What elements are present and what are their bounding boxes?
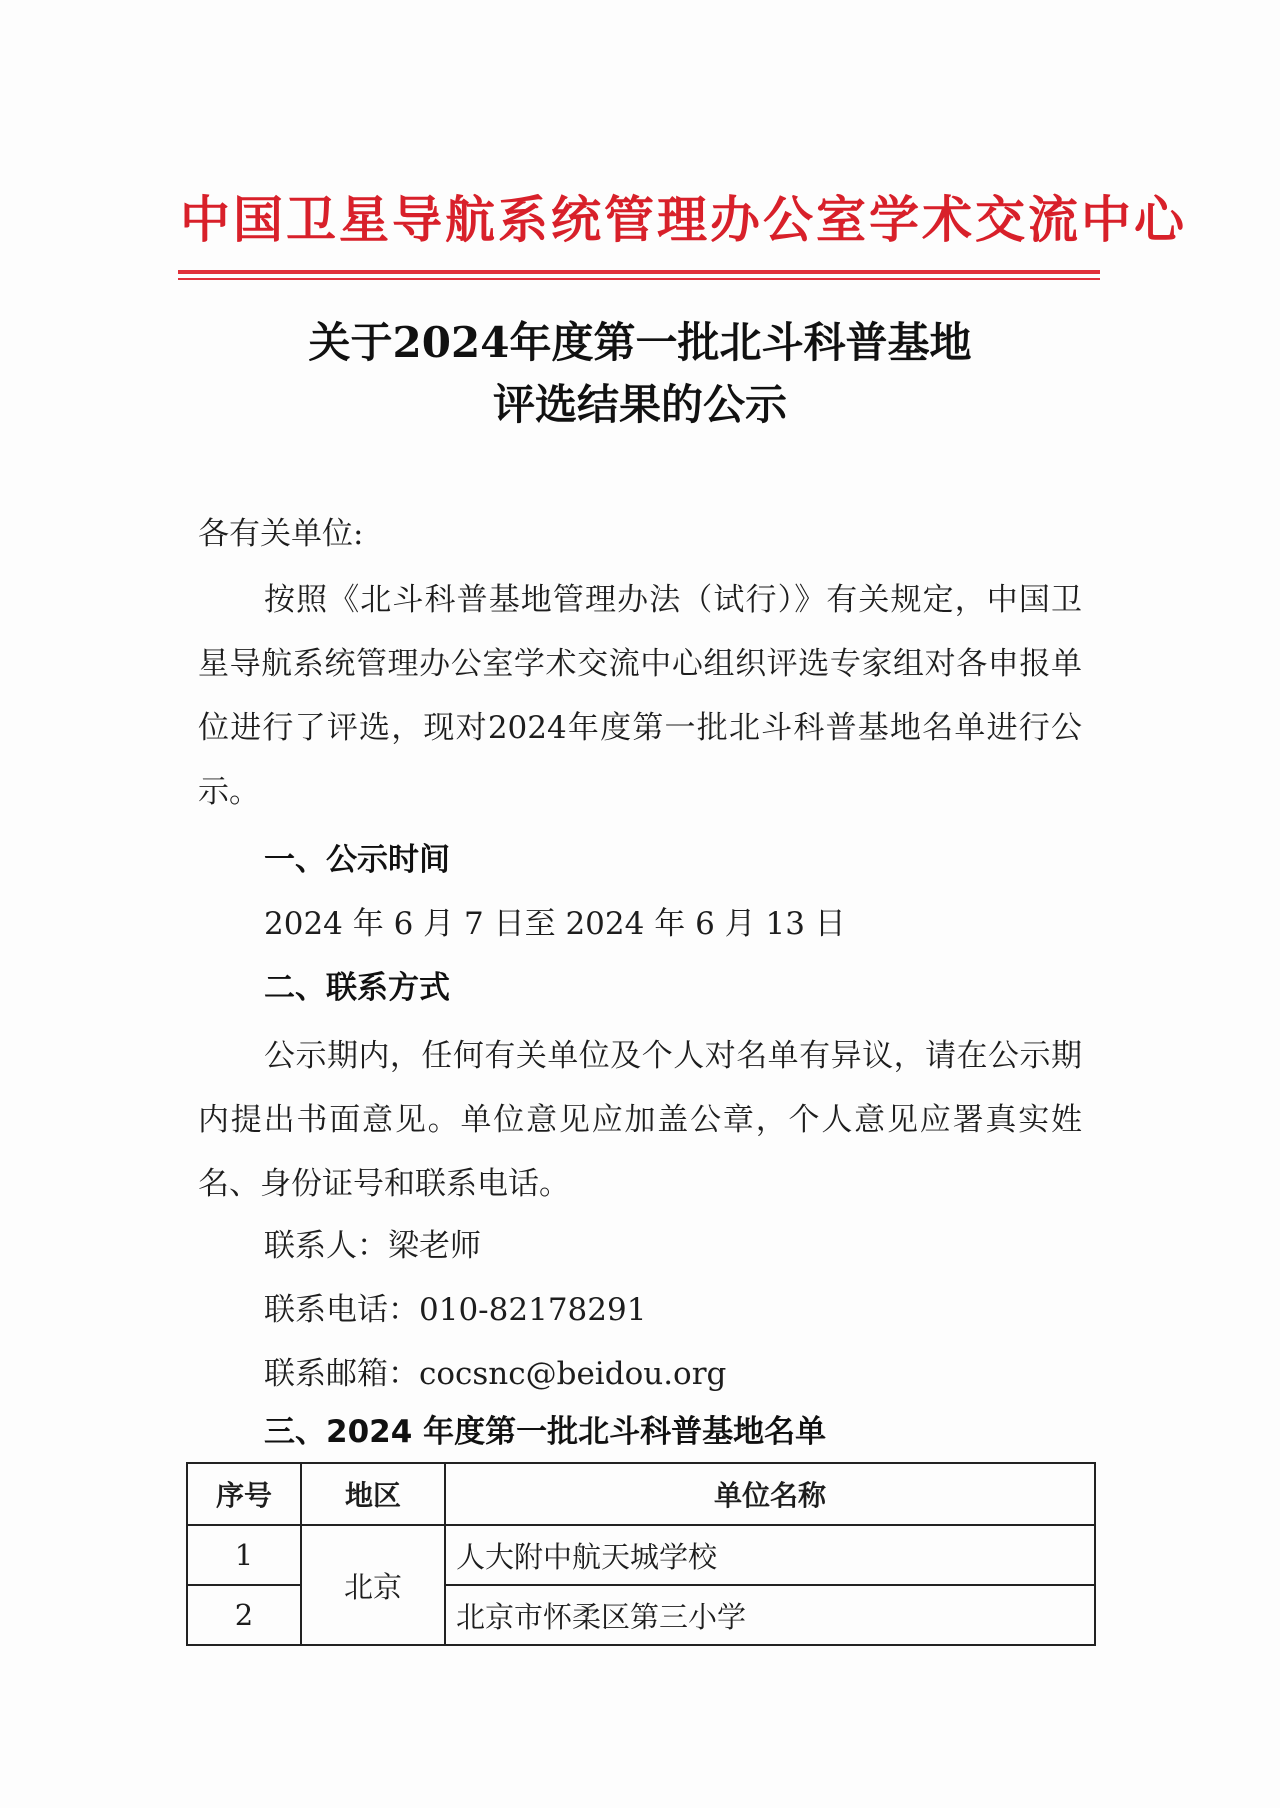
letterhead-rule-thin <box>178 278 1100 280</box>
row-region: 北京 <box>301 1525 445 1645</box>
section1-heading: 一、公示时间 <box>264 842 450 878</box>
section2-heading: 二、联系方式 <box>264 970 450 1006</box>
publicity-period: 2024 年 6 月 7 日至 2024 年 6 月 13 日 <box>264 906 846 942</box>
section3-heading: 三、2024 年度第一批北斗科普基地名单 <box>264 1414 827 1450</box>
intro-paragraph: 按照《北斗科普基地管理办法（试行）》有关规定，中国卫星导航系统管理办公室学术交流中心组织评选专家组对各申报单位进行了评选，现对2024年度第一批北斗科普基地名单进行公示。 <box>198 582 1082 810</box>
salutation: 各有关单位: <box>198 516 364 552</box>
row-no: 2 <box>187 1585 301 1645</box>
row-unit-name: 北京市怀柔区第三小学 <box>445 1585 1095 1645</box>
row-no: 1 <box>187 1525 301 1585</box>
document-title <box>200 312 1080 436</box>
header-no: 序号 <box>187 1463 301 1525</box>
contact-email: 联系邮箱：cocsnc@beidou.org <box>264 1356 727 1392</box>
letterhead-rule-thick <box>178 270 1100 274</box>
title-line-1: 关于2024年度第一批北斗科普基地 <box>308 318 972 367</box>
table-header-row <box>187 1463 1095 1525</box>
letterhead: 中国卫星导航系统管理办公室学术交流中心 <box>180 191 1187 249</box>
contact-phone: 联系电话：010-82178291 <box>264 1292 647 1328</box>
row-unit-name: 人大附中航天城学校 <box>445 1525 1095 1585</box>
contact-person: 联系人：梁老师 <box>264 1228 481 1264</box>
table-row <box>187 1525 1095 1585</box>
base-list-table <box>186 1462 1096 1646</box>
header-unit-name: 单位名称 <box>445 1463 1095 1525</box>
objection-paragraph: 公示期内，任何有关单位及个人对名单有异议，请在公示期内提出书面意见。单位意见应加盖公章，个人意见应署真实姓名、身份证号和联系电话。 <box>198 1038 1082 1202</box>
header-region: 地区 <box>301 1463 445 1525</box>
title-line-2: 评选结果的公示 <box>492 380 787 429</box>
